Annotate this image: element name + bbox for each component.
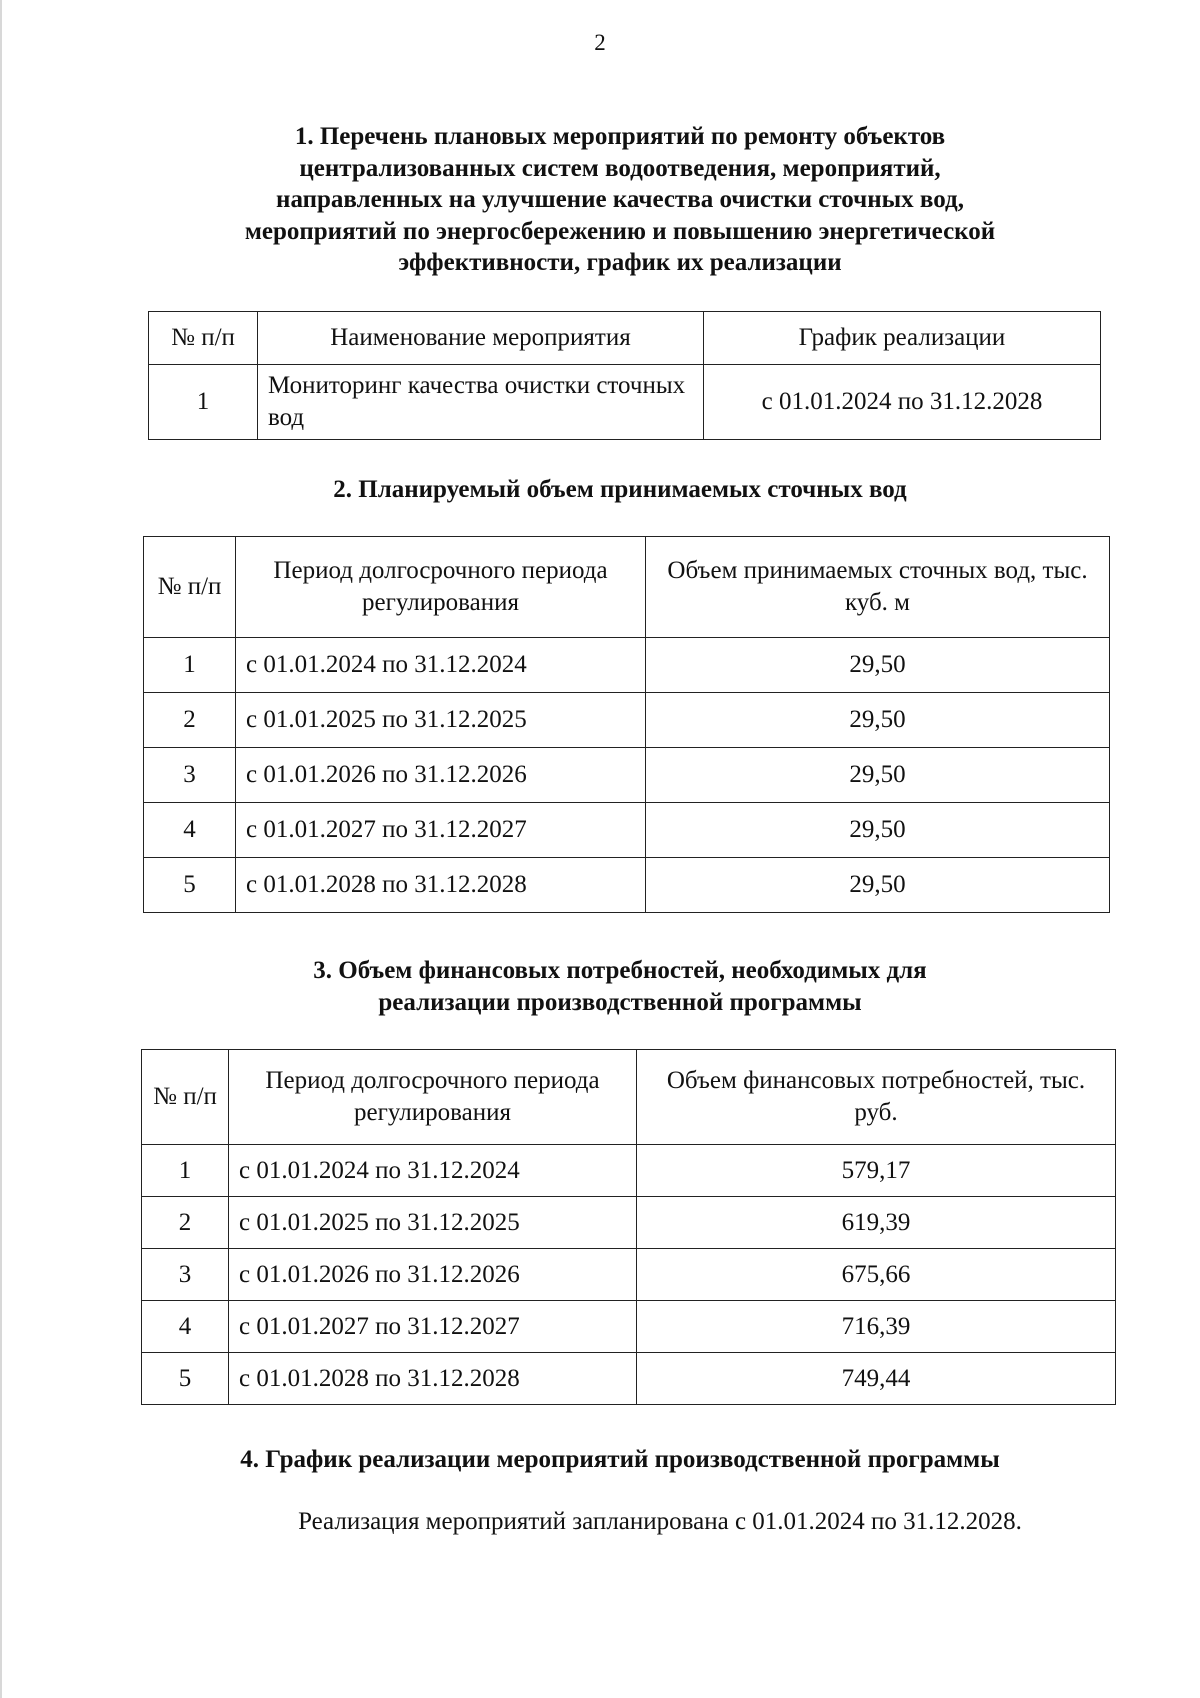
- table-row: [149, 365, 1101, 440]
- financial-needs-table: [141, 1049, 1116, 1405]
- header-finance: Объем финансовых потребностей, тыс. руб.: [637, 1050, 1116, 1145]
- row-schedule: с 01.01.2024 по 31.12.2028: [704, 365, 1101, 440]
- row-period: с 01.01.2026 по 31.12.2026: [229, 1249, 637, 1301]
- section1-title-line: направленных на улучшение качества очистки сточных вод,: [276, 186, 964, 213]
- row-num: 4: [144, 803, 236, 858]
- row-finance: 716,39: [637, 1301, 1116, 1353]
- row-period: с 01.01.2028 по 31.12.2028: [229, 1353, 637, 1405]
- section1-title-line: мероприятий по энергосбережению и повышению энергетической: [244, 217, 996, 245]
- header-event-name: Наименование мероприятия: [258, 312, 704, 365]
- section2-title: 2. Планируемый объем принимаемых сточных вод: [333, 476, 907, 503]
- row-period: с 01.01.2028 по 31.12.2028: [236, 858, 646, 913]
- row-num: 3: [144, 748, 236, 803]
- table-row: [144, 693, 1110, 748]
- row-period: с 01.01.2027 по 31.12.2027: [236, 803, 646, 858]
- section3-title: [20, 955, 1200, 1018]
- row-period: с 01.01.2024 по 31.12.2024: [236, 638, 646, 693]
- header-period: Период долгосрочного периода регулирования: [229, 1050, 637, 1145]
- row-num: 2: [144, 693, 236, 748]
- row-finance: 675,66: [637, 1249, 1116, 1301]
- section1-title: [0, 121, 1200, 279]
- section1-title-line: централизованных систем водоотведения, мероприятий,: [299, 154, 941, 182]
- section4-title: 4. График реализации мероприятий производственной программы: [240, 1446, 1000, 1473]
- row-period: с 01.01.2027 по 31.12.2027: [229, 1301, 637, 1353]
- events-table: [148, 311, 1101, 440]
- row-finance: 749,44: [637, 1353, 1116, 1405]
- table-header-row: [142, 1050, 1116, 1145]
- section1-title-line: эффективности, график их реализации: [398, 249, 842, 276]
- row-period: с 01.01.2024 по 31.12.2024: [229, 1145, 637, 1197]
- row-finance: 619,39: [637, 1197, 1116, 1249]
- row-num: 5: [144, 858, 236, 913]
- header-schedule: График реализации: [704, 312, 1101, 365]
- row-volume: 29,50: [646, 638, 1110, 693]
- row-period: с 01.01.2025 по 31.12.2025: [236, 693, 646, 748]
- row-num: 1: [142, 1145, 229, 1197]
- row-volume: 29,50: [646, 748, 1110, 803]
- row-num: 4: [142, 1301, 229, 1353]
- row-period: с 01.01.2026 по 31.12.2026: [236, 748, 646, 803]
- section1-title-line: 1. Перечень плановых мероприятий по ремонту объектов: [294, 123, 946, 150]
- section3-title-line: реализации производственной программы: [378, 988, 862, 1016]
- header-period: Период долгосрочного периода регулирования: [236, 537, 646, 638]
- table-row: [144, 748, 1110, 803]
- row-finance: 579,17: [637, 1145, 1116, 1197]
- table-row: [144, 803, 1110, 858]
- table-row: [144, 858, 1110, 913]
- header-num: № п/п: [149, 312, 258, 365]
- row-period: с 01.01.2025 по 31.12.2025: [229, 1197, 637, 1249]
- page-number: 2: [594, 30, 606, 55]
- table-header-row: [149, 312, 1101, 365]
- row-num: 3: [142, 1249, 229, 1301]
- section3-title-line: 3. Объем финансовых потребностей, необходимых для: [313, 957, 927, 984]
- table-row: [144, 638, 1110, 693]
- row-num: 2: [142, 1197, 229, 1249]
- row-volume: 29,50: [646, 803, 1110, 858]
- table-row: [142, 1301, 1116, 1353]
- section4-text: Реализация мероприятий запланирована с 01.01.2024 по 31.12.2028.: [298, 1508, 1022, 1535]
- table-row: [142, 1249, 1116, 1301]
- header-num: № п/п: [142, 1050, 229, 1145]
- header-volume: Объем принимаемых сточных вод, тыс. куб. м: [646, 537, 1110, 638]
- row-num: 1: [144, 638, 236, 693]
- row-num: 1: [149, 365, 258, 440]
- row-volume: 29,50: [646, 693, 1110, 748]
- row-event-name: Мониторинг качества очистки сточных вод: [258, 365, 704, 440]
- row-num: 5: [142, 1353, 229, 1405]
- table-row: [142, 1353, 1116, 1405]
- row-volume: 29,50: [646, 858, 1110, 913]
- table-header-row: [144, 537, 1110, 638]
- table-row: [142, 1197, 1116, 1249]
- header-num: № п/п: [144, 537, 236, 638]
- wastewater-volume-table: [143, 536, 1110, 913]
- table-row: [142, 1145, 1116, 1197]
